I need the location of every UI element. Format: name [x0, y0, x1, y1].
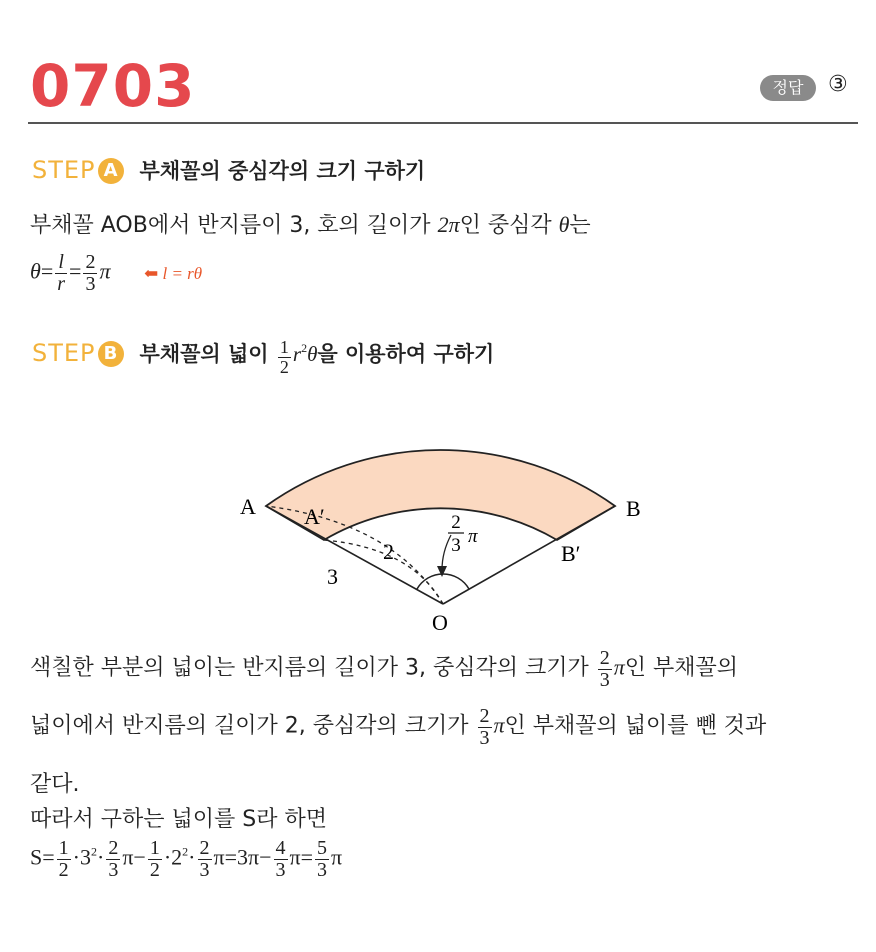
final-t6: π [331, 844, 343, 870]
step-a-theta: θ [558, 212, 570, 237]
final-dot1: · [97, 844, 105, 870]
step-a-label: STEP [32, 156, 96, 184]
label-A: A [240, 494, 256, 519]
step-a-text-2: 인 중심각 [459, 213, 559, 238]
body-line-4: 따라서 구하는 넓이를 S라 하면 [30, 807, 327, 832]
f1-den: 2 [58, 859, 69, 881]
answer-badge: 정답 [760, 75, 816, 101]
final-frac-6 [315, 838, 329, 881]
f6-num: 5 [317, 837, 328, 859]
final-e1: 2 [91, 844, 97, 859]
angle-pi: π [468, 526, 478, 547]
eq-theta: θ [30, 258, 41, 284]
f5-num: 4 [275, 837, 286, 859]
final-t1: ·3 [72, 844, 91, 870]
label-B-prime: B′ [561, 541, 581, 566]
step-b-title-post: 을 이용하여 구하기 [317, 342, 495, 367]
label-inner-radius: 2 [383, 539, 394, 564]
angle-arc [417, 574, 469, 589]
body-line-3: 같다. [30, 772, 80, 797]
step-a-equation: θ= $\frac{l}{r}$ = $\frac{2}{3}$ π ⬅ l = rθ [30, 251, 203, 295]
f3-num: 1 [149, 837, 160, 859]
p2-pi: π [493, 712, 505, 738]
step-b-exp: 2 [301, 341, 308, 356]
step-a-title: 부채꼴의 중심각의 크기 구하기 [139, 159, 426, 183]
p1-den: 3 [599, 669, 610, 691]
p2-text-b: 인 부채꼴의 넓이를 뺀 것과 [504, 713, 767, 739]
eq-l: l [55, 252, 67, 274]
f5-den: 3 [275, 859, 286, 881]
problem-number: 0703 [30, 52, 196, 120]
eq-num: 2 [85, 251, 96, 273]
answer-value: ③ [828, 72, 848, 97]
step-a-text-1: 부채꼴 AOB에서 반지름이 3, 호의 길이가 [30, 213, 438, 238]
step-a-text-3: 는 [569, 213, 591, 238]
p2-den: 3 [479, 727, 490, 749]
p1-frac [598, 648, 612, 691]
final-dot2: · [188, 844, 196, 870]
f6-den: 3 [317, 859, 328, 881]
final-S: S [30, 844, 43, 870]
angle-den: 3 [451, 535, 461, 556]
label-B: B [626, 496, 641, 521]
final-e2: 2 [182, 844, 189, 859]
step-b-theta: θ [307, 342, 318, 367]
final-t3: ·2 [163, 844, 183, 870]
p1-text-b: 인 부채꼴의 [624, 655, 739, 681]
final-frac-4 [198, 838, 212, 881]
angle-pointer [442, 535, 451, 570]
f4-den: 3 [199, 859, 210, 881]
p2-frac [478, 706, 492, 749]
eq-r: r [57, 273, 66, 295]
label-outer-radius: 3 [327, 564, 338, 589]
angle-arrow-icon [437, 566, 447, 577]
step-b-r: r [292, 342, 302, 367]
p1-text-a: 색칠한 부분의 넓이는 반지름의 길이가 3, 중심각의 크기가 [30, 655, 596, 681]
final-frac-5 [274, 838, 288, 881]
final-t5: π= [289, 844, 314, 870]
f2-den: 3 [108, 859, 119, 881]
label-O: O [432, 610, 448, 635]
final-equation: S= $\frac{1}{2}$ $\cdot 3^2\cdot$ $\frac{2}{3}$ π− $\frac{1}{2}$ $\cdot 2^2\cdot$ $\frac{2}{3}$ π=3π− $\frac{4}{3}$ π= $\frac{5}{3}$ π [30, 837, 343, 881]
step-a-arc-length: 2π [437, 212, 460, 237]
p2-num: 2 [479, 705, 490, 727]
hint-arrow-icon: ⬅ [143, 263, 159, 283]
step-b-letter: B [98, 341, 124, 367]
eq-pi: π [99, 258, 111, 284]
final-frac-2 [106, 838, 120, 881]
step-b-title-pre: 부채꼴의 넓이 [139, 342, 276, 367]
half-den: 2 [279, 356, 289, 377]
p1-pi: π [613, 654, 625, 680]
p1-num: 2 [599, 647, 610, 669]
final-t4: π=3π− [213, 844, 272, 870]
p2-text-a: 넓이에서 반지름의 길이가 2, 중심각의 크기가 [30, 713, 476, 739]
f2-num: 2 [108, 837, 119, 859]
final-frac-3 [148, 838, 162, 881]
f4-num: 2 [199, 837, 210, 859]
body-line-2 [30, 706, 766, 749]
final-frac-1 [57, 838, 71, 881]
eq-den: 3 [85, 273, 96, 295]
step-a-letter: A [98, 158, 124, 184]
final-t2: π− [122, 844, 146, 870]
body-line-1 [30, 648, 738, 691]
half-num: 1 [279, 337, 289, 357]
label-A-prime: A′ [304, 504, 325, 529]
step-b-label: STEP [32, 339, 96, 368]
hint-text: l = rθ [162, 263, 203, 283]
f3-den: 2 [149, 859, 160, 881]
f1-num: 1 [58, 837, 69, 859]
angle-num: 2 [451, 512, 461, 533]
